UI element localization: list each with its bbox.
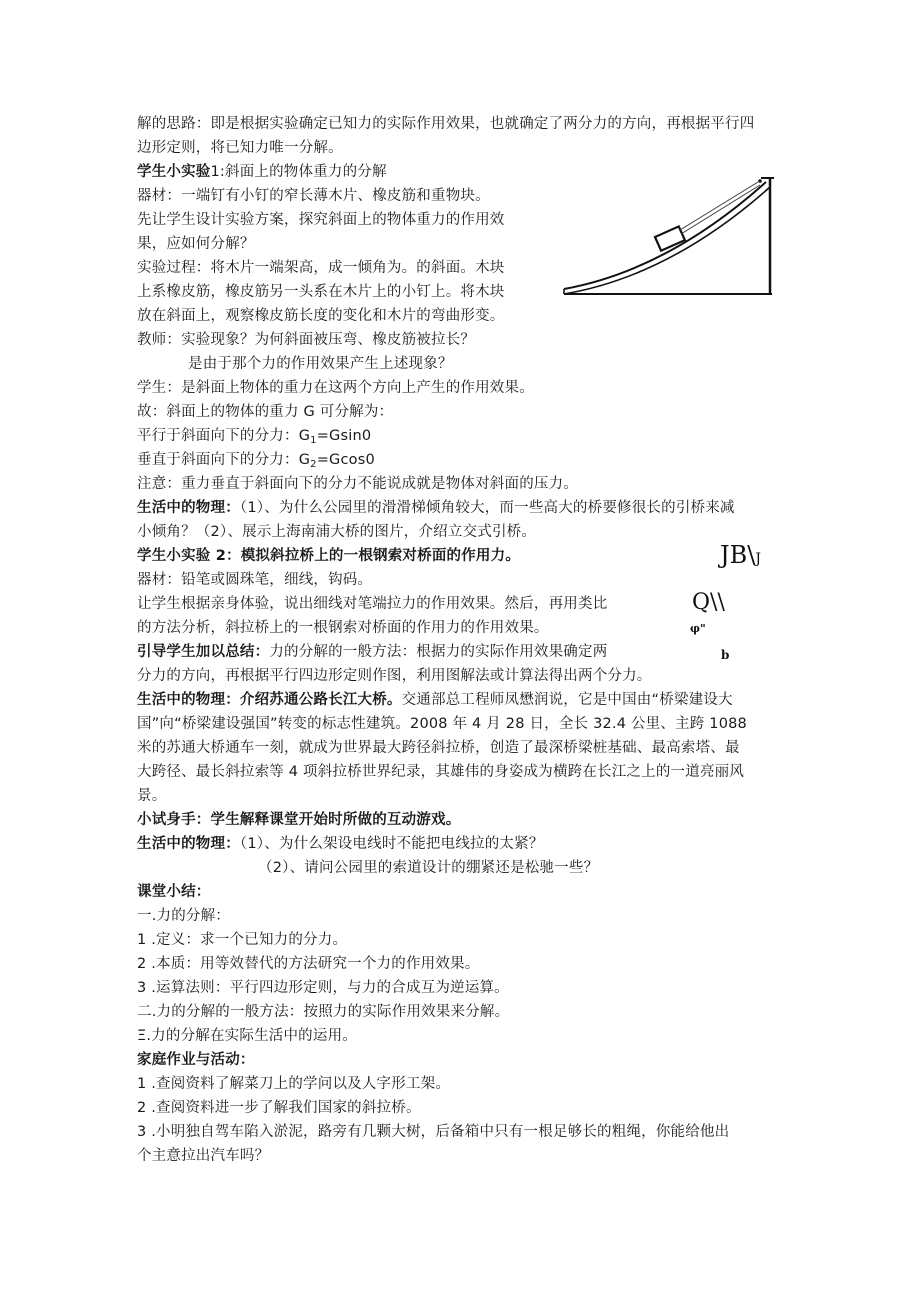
text-line: 放在斜面上，观察橡皮筋长度的变化和木片的弯曲形变。: [137, 308, 505, 324]
figure-mark: φ": [690, 622, 706, 635]
figure-mark: b: [721, 648, 730, 662]
text-line: 注意：重力垂直于斜面向下的分力不能说成就是物体对斜面的压力。: [137, 476, 578, 492]
homework-heading: 家庭作业与活动：: [137, 1052, 255, 1068]
text-line: Ξ.力的分解在实际生活中的运用。: [137, 1028, 357, 1044]
class-summary-heading: 课堂小结：: [137, 884, 211, 900]
text-line: 器材：一端钉有小钉的窄长薄木片、橡皮筋和重物块。: [137, 188, 490, 204]
text-line: 上系橡皮筋，橡皮筋另一头系在木片上的小钉上。将木块: [137, 284, 505, 300]
experiment-2-heading: 学生小实验 2：模拟斜拉桥上的一根钢索对桥面的作用力。: [137, 548, 521, 564]
text-line: 1 .定义：求一个已知力的分力。: [137, 932, 348, 948]
text-line: 米的苏通大桥通车一刻，就成为世界最大跨径斜拉桥，创造了最深桥梁桩基础、最高索塔、最: [137, 740, 740, 756]
text-line: 让学生根据亲身体验，说出细线对笔端拉力的作用效果。然后，再用类比: [137, 596, 608, 612]
text-line: 景。: [137, 788, 167, 804]
text-line: 3 .小明独自驾车陷入淤泥，路旁有几颗大树，后备箱中只有一根足够长的粗绳，你能给他出: [137, 1124, 730, 1140]
text-line: 解的思路：即是根据实验确定已知力的实际作用效果，也就确定了两分力的方向，再根据平行四: [137, 116, 755, 132]
text-line: 国”向“桥梁建设强国”转变的标志性建筑。2008 年 4 月 28 日，全长 32.4 公里、主跨 1088: [137, 716, 747, 732]
text-line: （2）、请问公园里的索道设计的绷紧还是松驰一些？: [258, 860, 599, 876]
life-physics-3: 生活中的物理：（1）、为什么架设电线时不能把电线拉的太紧？: [137, 836, 544, 852]
text-line: 故：斜面上的物体的重力 G 可分解为：: [137, 404, 394, 420]
summary-guide: 引导学生加以总结：力的分解的一般方法：根据力的实际作用效果确定两: [137, 644, 608, 660]
text-line: 2 .本质：用等效替代的方法研究一个力的作用效果。: [137, 956, 480, 972]
text-line: 实验过程：将木片一端架高，成一倾角为。的斜面。木块: [137, 260, 505, 276]
text-line: 大跨径、最长斜拉索等 4 项斜拉桥世界纪录，其雄伟的身姿成为横跨在长江之上的一道亮丽风: [137, 764, 745, 780]
text-line: 1 .查阅资料了解菜刀上的学问以及人字形工架。: [137, 1076, 451, 1092]
text-line: 是由于那个力的作用效果产生上述现象？: [188, 356, 453, 372]
formula-perpendicular: 垂直于斜面向下的分力：$G_2=Gcos0$: [137, 452, 375, 470]
incline-experiment-figure: [548, 160, 788, 300]
life-physics-1: 生活中的物理：（1）、为什么公园里的滑滑梯倾角较大，而一些高大的桥要修很长的引桥来减: [137, 500, 735, 516]
text-line: 的方法分析，斜拉桥上的一根钢索对桥面的作用力的作用效果。: [137, 620, 549, 636]
text-line: 教师：实验现象？为何斜面被压弯、橡皮筋被拉长？: [137, 332, 476, 348]
text-line: 一.力的分解：: [137, 908, 231, 924]
text-line: 分力的方向，再根据平行四边形定则作图，利用图解法或计算法得出两个分力。: [137, 668, 652, 684]
text-line: 边形定则，将已知力唯一分解。: [137, 140, 343, 156]
text-line: 先让学生设计实验方案，探究斜面上的物体重力的作用效: [137, 212, 505, 228]
nail: [758, 179, 762, 183]
text-line: 学生：是斜面上物体的重力在这两个方向上产生的作用效果。: [137, 380, 534, 396]
text-line: 果，应如何分解？: [137, 236, 255, 252]
text-line: 3 .运算法则：平行四边形定则，与力的合成互为逆运算。: [137, 980, 509, 996]
text-line: 二.力的分解的一般方法：按照力的实际作用效果来分解。: [137, 1004, 510, 1020]
rubber-band: [680, 182, 758, 230]
text-line: 2 .查阅资料进一步了解我们国家的斜拉桥。: [137, 1100, 421, 1116]
text-line: 小倾角？（2）、展示上海南浦大桥的图片，介绍立交式引桥。: [137, 524, 537, 540]
formula-parallel: 平行于斜面向下的分力：$G_1=Gsin0$: [137, 428, 372, 446]
life-physics-2: 生活中的物理：介绍苏通公路长江大桥。交通部总工程师凤懋润说，它是中国由“桥梁建设大: [137, 692, 733, 708]
try-it-heading: 小试身手：学生解释课堂开始时所做的互动游戏。: [137, 812, 461, 828]
figure-mark: JB\J: [720, 541, 761, 569]
text-line: 个主意拉出汽车吗？: [137, 1148, 270, 1164]
text-line: 器材：铅笔或圆珠笔，细线，钩码。: [137, 572, 373, 588]
experiment-1-heading: 学生小实验1:斜面上的物体重力的分解: [137, 164, 387, 180]
figure-mark: Q\\: [692, 590, 725, 615]
